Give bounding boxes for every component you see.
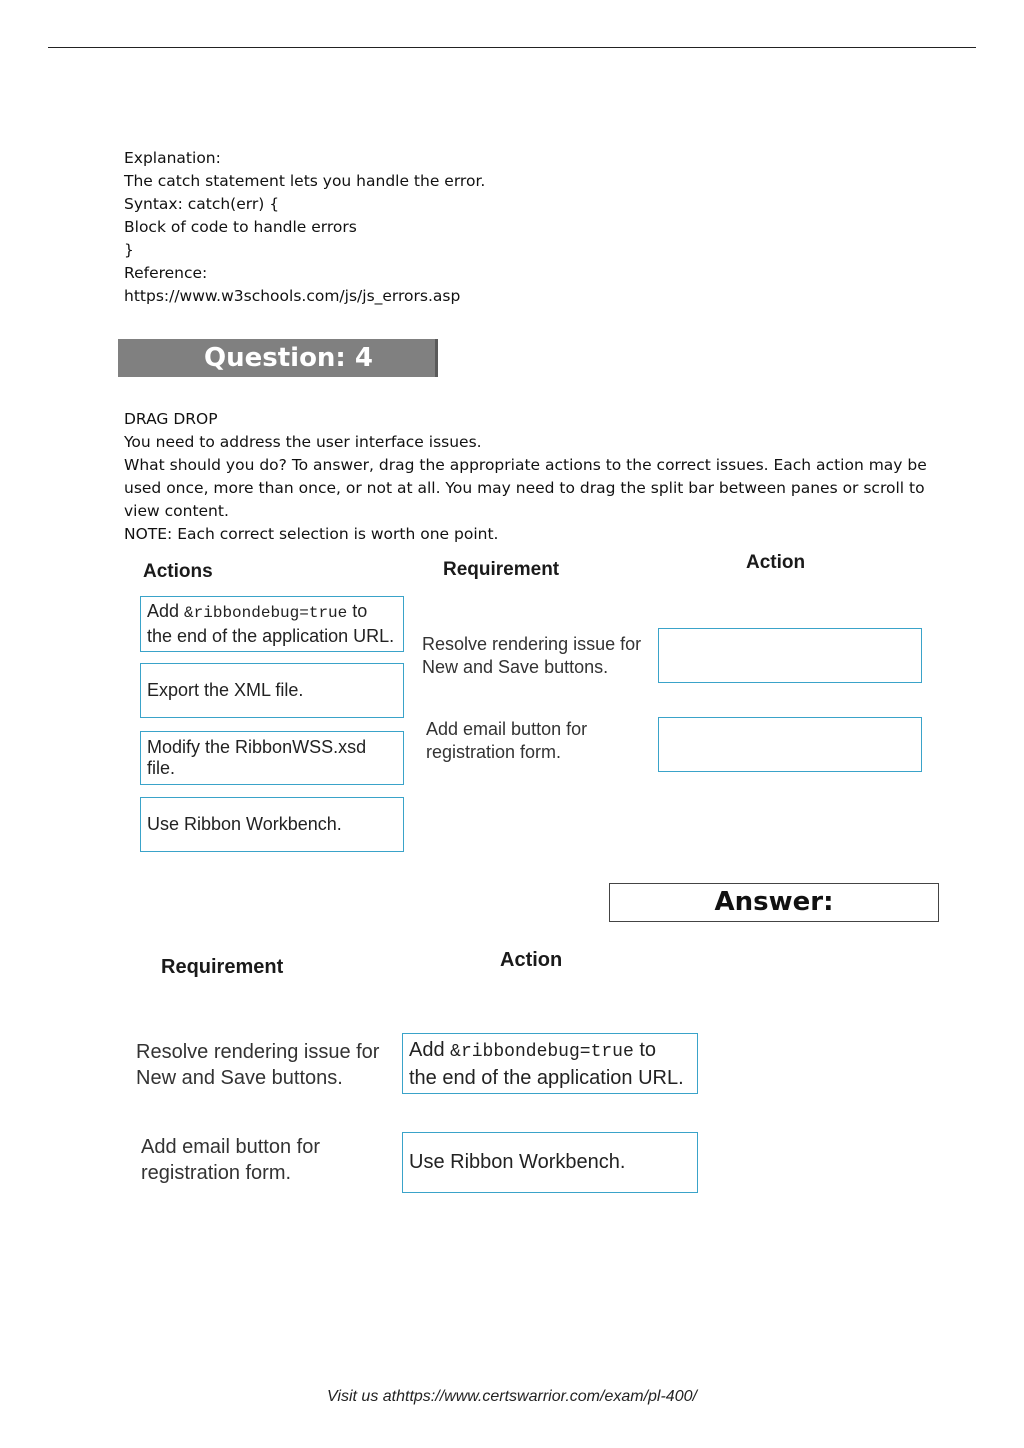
question-text (124, 408, 927, 546)
explanation-line: The catch statement lets you handle the error. (124, 172, 486, 190)
actions-header: Actions (143, 561, 213, 582)
explanation-line: Block of code to handle errors (124, 218, 357, 236)
answer-requirement-header: Requirement (161, 956, 284, 978)
answer-action-ribbon-workbench: Use Ribbon Workbench. (402, 1132, 698, 1193)
question-line: view content. (124, 502, 229, 520)
answer-action-header: Action (500, 949, 563, 971)
tile-line: Add &ribbondebug=true to (409, 1038, 657, 1062)
action-header: Action (746, 552, 806, 573)
answer-label: Answer: (609, 883, 939, 922)
question-line: NOTE: Each correct selection is worth one point. (124, 525, 499, 543)
action-tile-ribbon-workbench[interactable]: Use Ribbon Workbench. (140, 797, 404, 852)
tile-line: the end of the application URL. (409, 1066, 684, 1089)
action-tile-export-xml[interactable]: Export the XML file. (140, 663, 404, 718)
explanation-line: Reference: (124, 264, 208, 282)
drop-target-email-button[interactable] (658, 717, 922, 772)
explanation-line: Syntax: catch(err) { (124, 195, 280, 213)
drop-target-rendering[interactable] (658, 628, 922, 683)
question-line: You need to address the user interface issues. (124, 433, 482, 451)
requirement-email-button: Add email button for registration form. (426, 719, 588, 762)
reference-link[interactable]: https://www.w3schools.com/js/js_errors.asp (124, 287, 461, 305)
question-banner: Question: 4 (118, 339, 438, 377)
question-line: DRAG DROP (124, 410, 218, 428)
explanation-block (124, 147, 485, 308)
question-line: used once, more than once, or not at all. You may need to drag the split bar between panes or scroll to (124, 479, 925, 497)
answer-action-ribbondebug (402, 1033, 698, 1094)
requirement-rendering: Resolve rendering issue for New and Save buttons. (422, 634, 642, 677)
answer-requirement-rendering: Resolve rendering issue for New and Save buttons. (136, 1041, 380, 1089)
footer-link[interactable]: Visit us athttps://www.certswarrior.com/exam/pl-400/ (327, 1388, 697, 1405)
explanation-line: Explanation: (124, 149, 221, 167)
header-rule (48, 47, 976, 48)
requirement-header: Requirement (443, 559, 560, 580)
tile-line: Add &ribbondebug=true to (147, 601, 368, 622)
answer-requirement-email-button: Add email button for registration form. (141, 1136, 320, 1184)
action-tile-ribbondebug[interactable] (140, 596, 404, 652)
action-tile-modify-xsd[interactable]: Modify the RibbonWSS.xsd file. (140, 731, 404, 785)
explanation-line: } (124, 241, 134, 259)
tile-line: the end of the application URL. (147, 626, 395, 646)
question-line: What should you do? To answer, drag the appropriate actions to the correct issues. Each action may be (124, 456, 927, 474)
